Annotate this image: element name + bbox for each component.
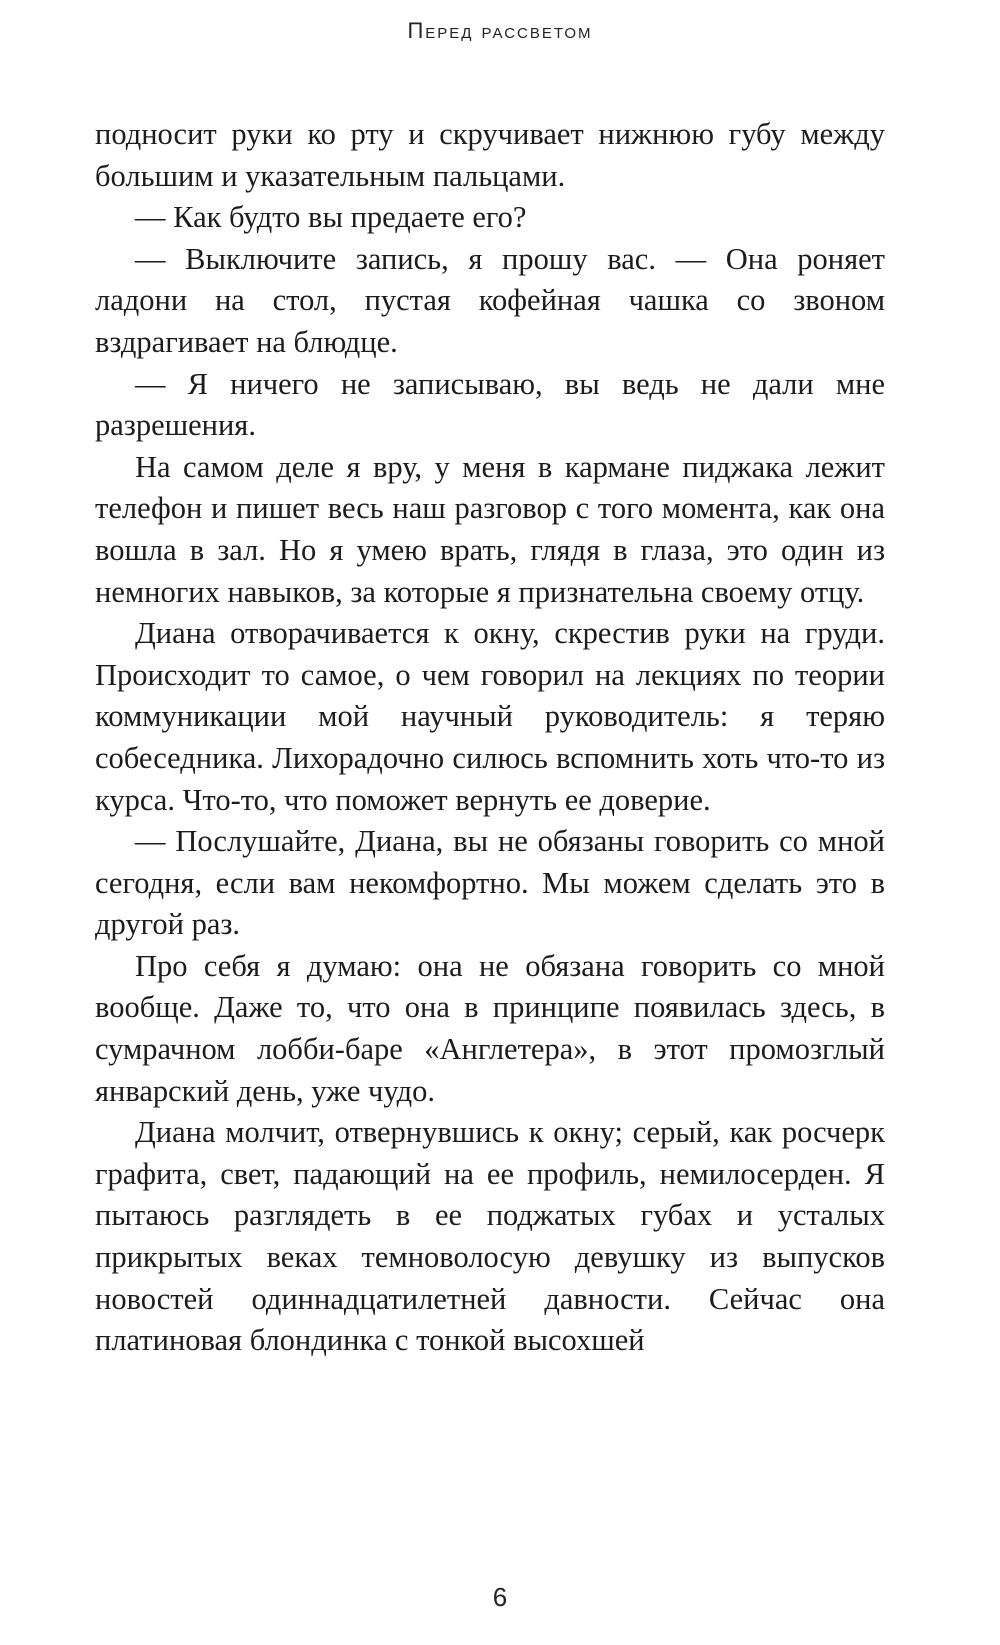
page-number: 6 [492, 1582, 508, 1612]
paragraph-9: Диана молчит, отвернувшись к окну; серый, как росчерк графита, свет, падающий на ее профиль, немилосерден. Я пытаюсь разглядеть в ее поджатых губах и усталых прикрытых веках темноволосую девушку из выпусков новостей одиннадцатилетней давности. Сейчас она платиновая блондинка с тонкой высохшей [95, 1115, 885, 1358]
body-text [95, 114, 885, 1362]
paragraph-1: подносит руки ко рту и скручивает нижнюю губу между большим и указательным пальцами. [95, 117, 885, 193]
paragraph-4: — Я ничего не записываю, вы ведь не дали мне разрешения. [95, 366, 885, 443]
paragraph-8: Про себя я думаю: она не обязана говорить со мной вообще. Даже то, что она в принципе появилась здесь, в сумрачном лобби-баре «Англетера», в этот промозглый январский день, уже чудо. [95, 948, 885, 1108]
paragraph-7: — Послушайте, Диана, вы не обязаны говорить со мной сегодня, если вам некомфортно. Мы можем сделать это в другой раз. [95, 824, 885, 942]
paragraph-3: — Выключите запись, я прошу вас. — Она роняет ладони на стол, пустая кофейная чашка со звоном вздрагивает на блюдце. [95, 241, 885, 359]
paragraph-5: На самом деле я вру, у меня в кармане пиджака лежит телефон и пишет весь наш разговор с того момента, как она вошла в зал. Но я умею врать, глядя в глаза, это один из немногих навыков, за которые я признательна своему отцу. [95, 449, 885, 609]
paragraph-6: Диана отворачивается к окну, скрестив руки на груди. Происходит то самое, о чем говорил на лекциях по теории коммуникации мой научный руководитель: я теряю собеседника. Лихорадочно силюсь вспомнить хоть что-то из курса. Что-то, что поможет вернуть ее доверие. [95, 616, 885, 817]
paragraph-2: — Как будто вы предаете его? [135, 200, 527, 235]
running-title: Перед рассветом [407, 18, 593, 43]
